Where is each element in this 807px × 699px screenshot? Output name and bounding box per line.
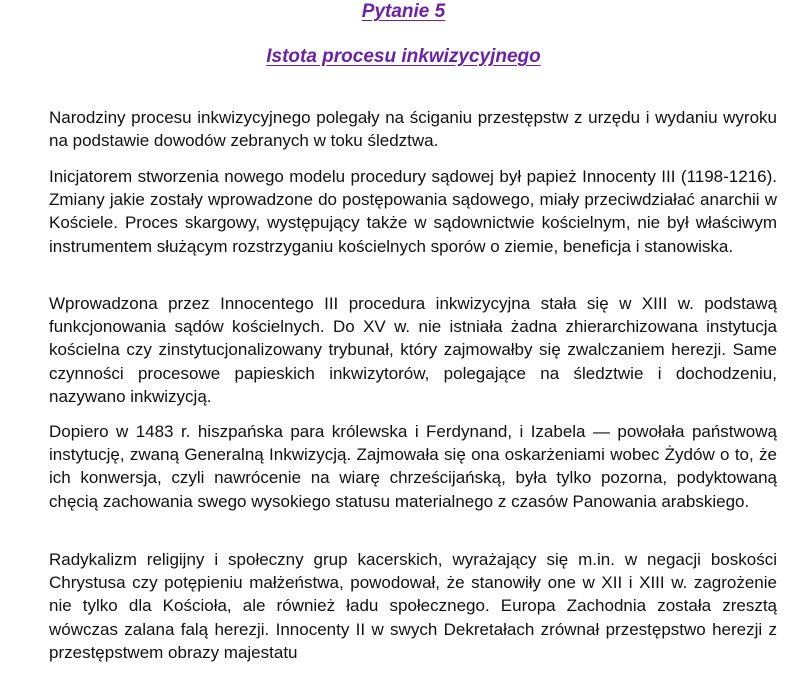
section-title: Istota procesu inkwizycyjnego (266, 46, 541, 67)
paragraph-3: Wprowadzona przez Innocentego III procedura inkwizycyjna stała się w XIII w. podstawą funkcjonowania sądów kościelnych. Do XV w. nie istniała żadna zhierarchizowana instytucja kościelna czy zinstytucjonalizowany trybunał, który zajmowałby się zwalczaniem herezji. Same czynności procesowe papieskich inkwizytorów, polegające na śledztwie i dochodzeniu, nazywano inkwizycją. (49, 294, 777, 406)
paragraph-1: Narodziny procesu inkwizycyjnego polegały na ściganiu przestępstw z urzędu i wydaniu wyroku na podstawie dowodów zebranych w toku śledztwa. (49, 108, 777, 151)
paragraph-5: Radykalizm religijny i społeczny grup kacerskich, wyrażający się m.in. w negacji boskości Chrystusa czy potępieniu małżeństwa, powodował, że stanowiły one w XII i XIII w. zagrożenie nie tylko dla Kościoła, ale również ładu społecznego. Europa Zachodnia została zresztą wówczas zalana falą herezji. Innocenty II w swych Dekretałach zrównał przestępstwo herezji z przestępstwem obrazy majestatu (49, 550, 777, 662)
paragraph-4: Dopiero w 1483 r. hiszpańska para królewska i Ferdynand, i Izabela — powołała państwową instytucję, zwaną Generalną Inkwizycją. Zajmowała się ona oskarżeniami wobec Żydów o to, że ich konwersja, czyli nawrócenie na wiarę chrześcijańską, była tylko pozorna, podyktowaną chęcią zachowania swego wysokiego statusu materialnego z czasów Panowania arabskiego. (49, 422, 777, 511)
question-heading: Pytanie 5 (361, 1, 446, 22)
paragraph-2: Inicjatorem stworzenia nowego modelu procedury sądowej był papież Innocenty III (1198-1216). Zmiany jakie zostały wprowadzone do postępowania sądowego, miały przeciwdziałać anarchii w Kościele. Proces skargowy, występujący także w sądownictwie kościelnym, nie był właściwym instrumentem służącym rozstrzyganiu kościelnych sporów o ziemie, beneficja i stanowiska. (49, 167, 777, 256)
